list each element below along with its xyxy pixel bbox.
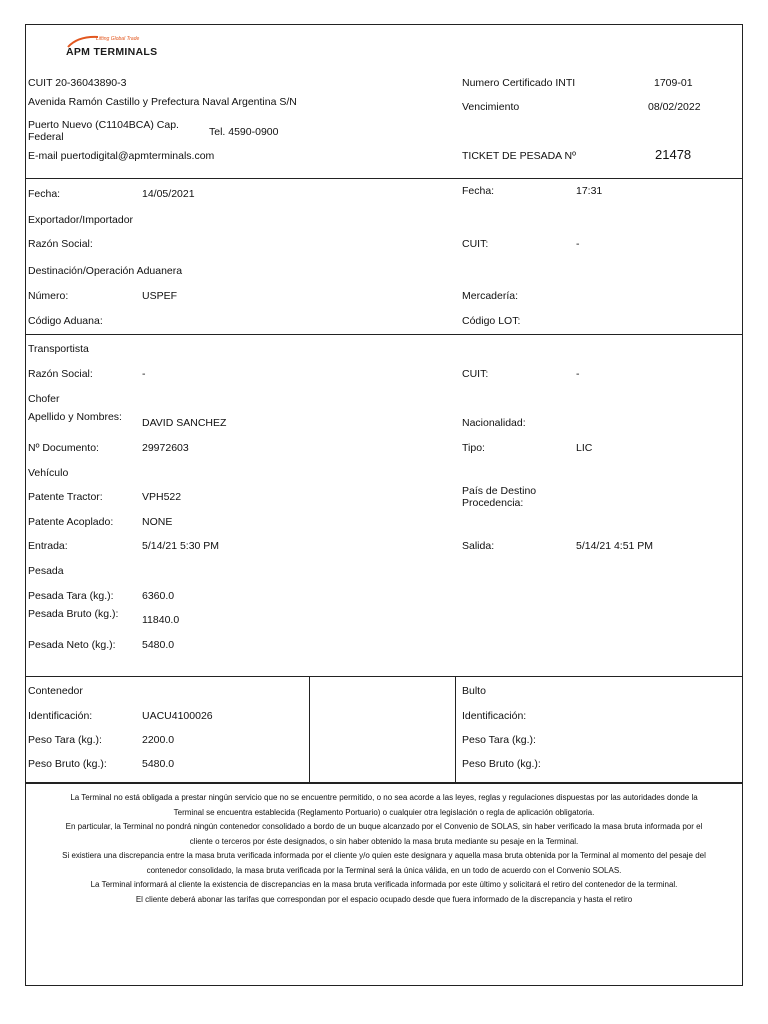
ticket-label: TICKET DE PESADA Nº — [462, 150, 576, 162]
container-tara-label: Peso Tara (kg.): — [28, 734, 102, 746]
apm-terminals-logo — [66, 34, 176, 60]
salida-label: Salida: — [462, 540, 495, 552]
transport-cuit-label: CUIT: — [462, 368, 489, 380]
divider-general — [25, 334, 743, 335]
container-col-divider-2 — [455, 676, 456, 782]
pais-label: País de Destino Procedencia: — [462, 485, 537, 509]
expiry-value: 08/02/2022 — [648, 101, 701, 113]
company-cuit: CUIT 20-36043890-3 — [28, 77, 127, 89]
nacionalidad-label: Nacionalidad: — [462, 417, 526, 429]
disclaimer-paragraph: En particular, la Terminal no pondrá ningún contenedor consolidado a bordo de un buque alcanzado por el Convenio de SOLAS, sin haber verificado la masa bruta informada por el cliente o terceros por éste designados, o sin haber obtenido la masa bruta mediante su pesaje en la Terminal. — [65, 822, 703, 846]
container-id-label: Identificación: — [28, 710, 93, 722]
numero-label: Número: — [28, 290, 69, 302]
documento-label: Nº Documento: — [28, 442, 99, 454]
apellido-label: Apellido y Nombres: — [28, 411, 122, 423]
numero-value: USPEF — [142, 290, 178, 302]
neto-value: 5480.0 — [142, 639, 175, 651]
tipo-value: LIC — [576, 442, 593, 454]
bulto-id-label: Identificación: — [462, 710, 527, 722]
bulto-bruto-label: Peso Bruto (kg.): — [462, 758, 541, 770]
codigo-lot-label: Código LOT: — [462, 315, 521, 327]
hora-label: Fecha: — [462, 185, 495, 197]
cert-label: Numero Certificado INTI — [462, 77, 576, 89]
entrada-label: Entrada: — [28, 540, 68, 552]
container-bruto-value: 5480.0 — [142, 758, 175, 770]
tractor-value: VPH522 — [142, 491, 182, 503]
documento-value: 29972603 — [142, 442, 189, 454]
expiry-label: Vencimiento — [462, 101, 520, 113]
container-col-divider-1 — [309, 676, 310, 782]
divider-header — [25, 178, 743, 179]
logo-tagline: Lifting Global Trade — [96, 36, 140, 42]
neto-label: Pesada Neto (kg.): — [28, 639, 116, 651]
disclaimer-paragraph: Si existiera una discrepancia entre la masa bruta verificada informada por el cliente y/o quien este designara y aquella masa bruta obtenida por la Terminal al momento del pesaje del contenedor consolidado, la masa bruta verificada por la Terminal será la única válida, en un todo de acuerdo con el Convenio SOLAS. — [62, 851, 706, 875]
legal-disclaimer — [26, 791, 742, 907]
transport-razon-value: - — [142, 368, 146, 380]
cert-value: 1709-01 — [654, 77, 693, 89]
cuit-value: - — [576, 238, 580, 250]
bruto-label: Pesada Bruto (kg.): — [28, 608, 119, 620]
divider-container — [25, 782, 743, 784]
tara-value: 6360.0 — [142, 590, 175, 602]
tara-label: Pesada Tara (kg.): — [28, 590, 114, 602]
contenedor-label: Contenedor — [28, 685, 83, 697]
divider-transport — [25, 676, 743, 677]
container-bruto-label: Peso Bruto (kg.): — [28, 758, 107, 770]
bulto-tara-label: Peso Tara (kg.): — [462, 734, 536, 746]
container-id-value: UACU4100026 — [142, 710, 213, 722]
ticket-number: 21478 — [655, 147, 692, 162]
disclaimer-paragraph: El cliente deberá abonar las tarifas que correspondan por el espacio ocupado desde que fuera informado de la discrepancia y hasta el retiro — [135, 894, 633, 904]
container-tara-value: 2200.0 — [142, 734, 175, 746]
acoplado-label: Patente Acoplado: — [28, 516, 114, 528]
company-address: Avenida Ramón Castillo y Prefectura Naval Argentina S/N — [28, 96, 297, 108]
razon-social-label: Razón Social: — [28, 238, 93, 250]
acoplado-value: NONE — [142, 516, 173, 528]
transport-razon-label: Razón Social: — [28, 368, 93, 380]
pesada-label: Pesada — [28, 565, 64, 577]
entrada-value: 5/14/21 5:30 PM — [142, 540, 220, 552]
logo-name: APM TERMINALS — [66, 46, 158, 58]
apellido-value: DAVID SANCHEZ — [142, 417, 227, 429]
fecha-value: 14/05/2021 — [142, 188, 195, 200]
transport-cuit-value: - — [576, 368, 580, 380]
company-phone: Tel. 4590-0900 — [209, 126, 279, 138]
disclaimer-paragraph: La Terminal no está obligada a prestar ningún servicio que no se encuentre permitido, o no sea acorde a las leyes, reglas y regulaciones dispuestas por las autoridades donde la Terminal se encuentra establecida (Reglamento Portuario) o cualquier otra legislación o regla de aplicación obligatoria. — [70, 793, 698, 817]
company-city: Puerto Nuevo (C1104BCA) Cap. Federal — [28, 119, 179, 143]
disclaimer-paragraph: La Terminal informará al cliente la existencia de discrepancias en la masa bruta verificada informada por este último y solicitará el retiro del contenedor de la terminal. — [90, 880, 678, 889]
salida-value: 5/14/21 4:51 PM — [576, 540, 654, 552]
chofer-label: Chofer — [28, 393, 60, 405]
vehiculo-label: Vehículo — [28, 467, 69, 479]
bruto-value: 11840.0 — [142, 614, 180, 626]
tractor-label: Patente Tractor: — [28, 491, 103, 503]
fecha-label: Fecha: — [28, 188, 61, 200]
codigo-aduana-label: Código Aduana: — [28, 315, 103, 327]
transportista-label: Transportista — [28, 343, 89, 355]
tipo-label: Tipo: — [462, 442, 485, 454]
cuit-label: CUIT: — [462, 238, 489, 250]
company-email: E-mail puertodigital@apmterminals.com — [28, 150, 215, 162]
destinacion-label: Destinación/Operación Aduanera — [28, 265, 183, 277]
mercaderia-label: Mercadería: — [462, 290, 519, 302]
bulto-label: Bulto — [462, 685, 486, 697]
exportador-label: Exportador/Importador — [28, 214, 134, 226]
hora-value: 17:31 — [576, 185, 603, 197]
